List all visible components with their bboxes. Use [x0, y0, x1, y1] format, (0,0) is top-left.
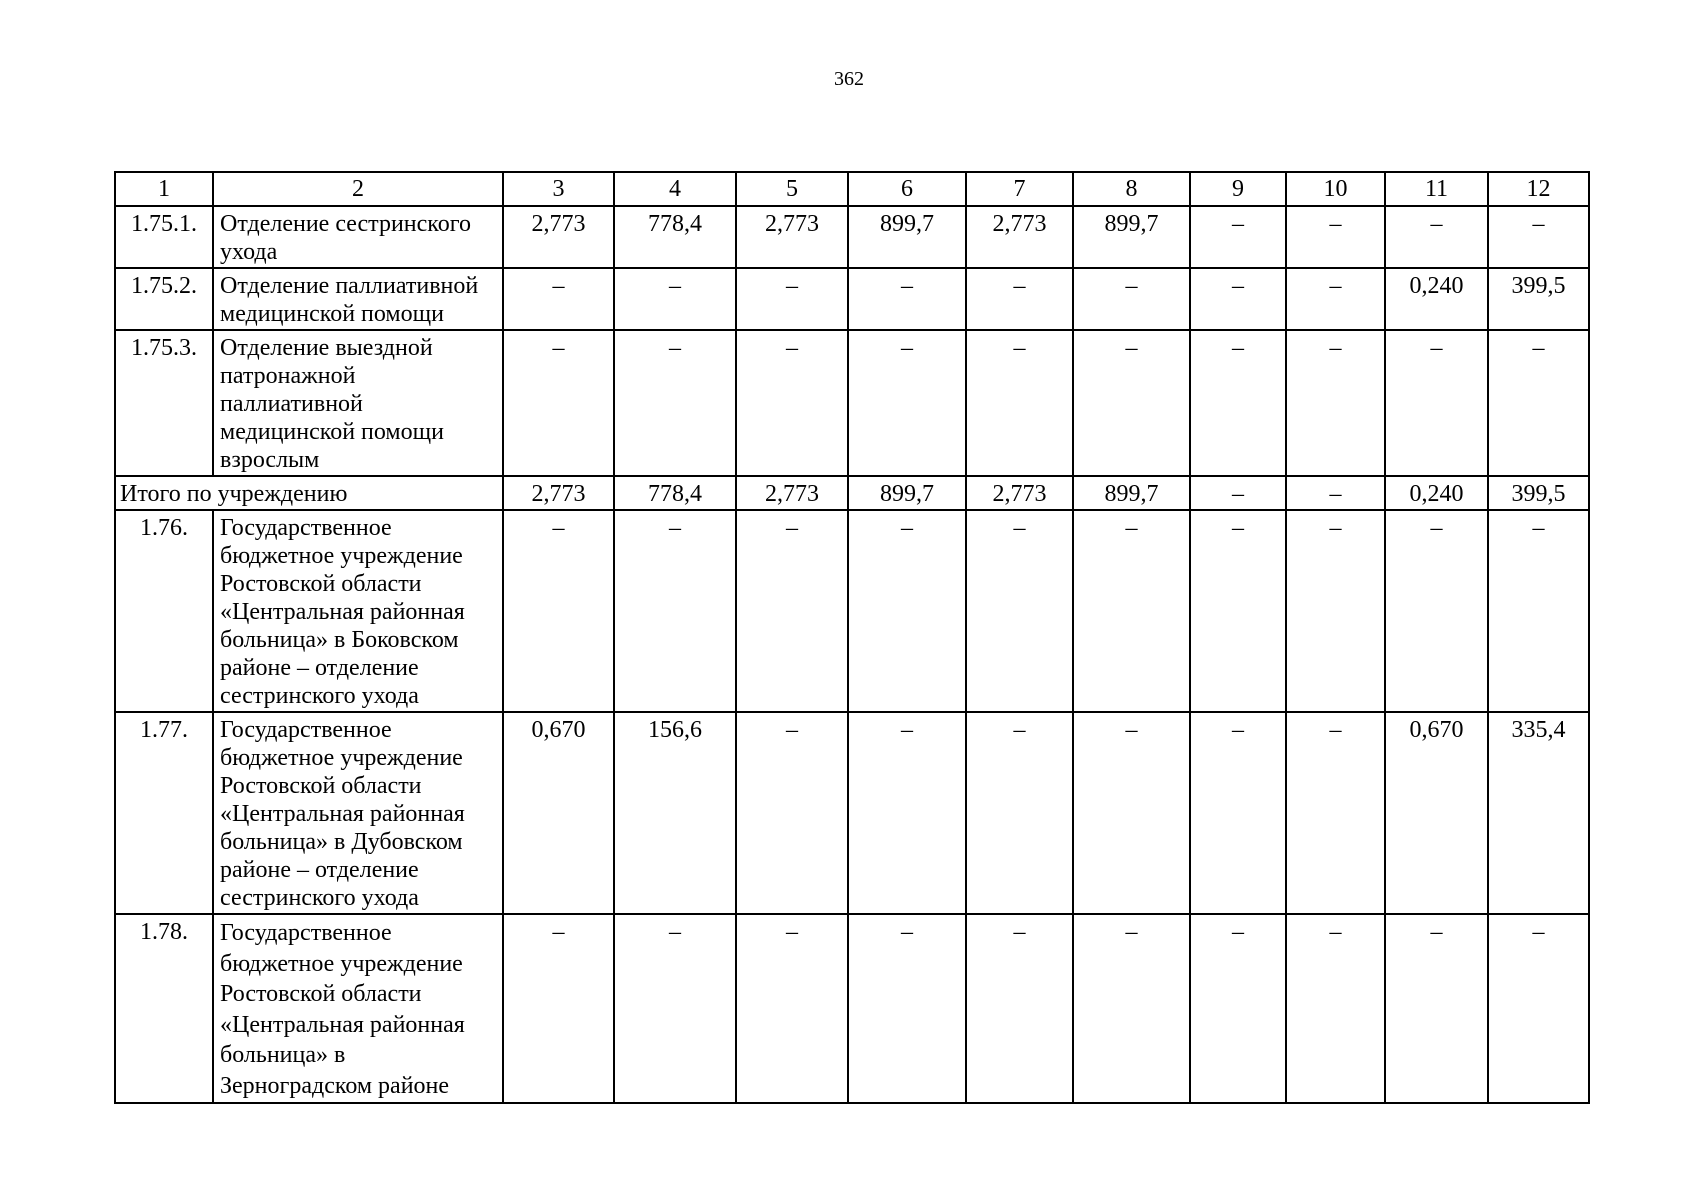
row-number: 1.76.: [115, 510, 213, 712]
cell-col-7: –: [966, 268, 1073, 330]
row-name: Отделение выездной патронажной паллиативной медицинской помощи взрослым: [213, 330, 503, 476]
cell-col-8: –: [1073, 510, 1190, 712]
cell-col-10: –: [1286, 206, 1385, 268]
cell-col-6: –: [848, 914, 966, 1103]
cell-col-12: –: [1488, 510, 1589, 712]
table-row: [115, 330, 1589, 476]
total-row: [115, 476, 1589, 510]
cell-col-4: 778,4: [614, 206, 736, 268]
cell-col-9: –: [1190, 206, 1286, 268]
cell-col-4: –: [614, 510, 736, 712]
table-row: [115, 268, 1589, 330]
row-number: 1.75.2.: [115, 268, 213, 330]
cell-col-12: –: [1488, 330, 1589, 476]
cell-col-12: –: [1488, 206, 1589, 268]
cell-col-6: –: [848, 712, 966, 914]
cell-col-7: –: [966, 510, 1073, 712]
cell-col-5: –: [736, 268, 848, 330]
cell-col-6: –: [848, 330, 966, 476]
cell-col-5: –: [736, 712, 848, 914]
cell-col-9: –: [1190, 914, 1286, 1103]
column-header-11: 11: [1385, 172, 1488, 206]
total-col-8: 899,7: [1073, 476, 1190, 510]
cell-col-6: 899,7: [848, 206, 966, 268]
row-number: 1.77.: [115, 712, 213, 914]
column-header-4: 4: [614, 172, 736, 206]
cell-col-7: –: [966, 914, 1073, 1103]
row-number: 1.78.: [115, 914, 213, 1103]
cell-col-6: –: [848, 510, 966, 712]
cell-col-3: 0,670: [503, 712, 614, 914]
cell-col-10: –: [1286, 268, 1385, 330]
column-header-6: 6: [848, 172, 966, 206]
column-header-5: 5: [736, 172, 848, 206]
cell-col-3: 2,773: [503, 206, 614, 268]
data-table: [114, 171, 1590, 1104]
header-row: [115, 172, 1589, 206]
total-col-6: 899,7: [848, 476, 966, 510]
cell-col-11: –: [1385, 914, 1488, 1103]
row-name: Государственное бюджетное учреждение Ростовской области «Центральная районная больница» в Зерноградском районе: [213, 914, 503, 1103]
column-header-7: 7: [966, 172, 1073, 206]
total-col-12: 399,5: [1488, 476, 1589, 510]
table-row: [115, 206, 1589, 268]
total-col-7: 2,773: [966, 476, 1073, 510]
column-header-2: 2: [213, 172, 503, 206]
total-col-11: 0,240: [1385, 476, 1488, 510]
cell-col-10: –: [1286, 914, 1385, 1103]
cell-col-11: 0,240: [1385, 268, 1488, 330]
total-col-5: 2,773: [736, 476, 848, 510]
cell-col-5: –: [736, 330, 848, 476]
cell-col-7: 2,773: [966, 206, 1073, 268]
total-col-9: –: [1190, 476, 1286, 510]
page-number: 362: [834, 68, 864, 90]
cell-col-11: –: [1385, 206, 1488, 268]
table-row: [115, 510, 1589, 712]
table-row: [115, 712, 1589, 914]
cell-col-3: –: [503, 268, 614, 330]
cell-col-8: –: [1073, 330, 1190, 476]
column-header-1: 1: [115, 172, 213, 206]
cell-col-5: 2,773: [736, 206, 848, 268]
cell-col-4: –: [614, 914, 736, 1103]
total-col-3: 2,773: [503, 476, 614, 510]
total-col-10: –: [1286, 476, 1385, 510]
cell-col-6: –: [848, 268, 966, 330]
cell-col-8: 899,7: [1073, 206, 1190, 268]
cell-col-7: –: [966, 712, 1073, 914]
cell-col-10: –: [1286, 510, 1385, 712]
column-header-8: 8: [1073, 172, 1190, 206]
table-row: [115, 914, 1589, 1103]
row-number: 1.75.3.: [115, 330, 213, 476]
cell-col-4: –: [614, 330, 736, 476]
column-header-3: 3: [503, 172, 614, 206]
cell-col-8: –: [1073, 712, 1190, 914]
cell-col-7: –: [966, 330, 1073, 476]
cell-col-10: –: [1286, 712, 1385, 914]
cell-col-11: –: [1385, 330, 1488, 476]
cell-col-3: –: [503, 510, 614, 712]
cell-col-3: –: [503, 330, 614, 476]
cell-col-4: 156,6: [614, 712, 736, 914]
cell-col-9: –: [1190, 268, 1286, 330]
cell-col-9: –: [1190, 330, 1286, 476]
row-name: Государственное бюджетное учреждение Ростовской области «Центральная районная больница» в Боковском районе – отделение сестринского ухода: [213, 510, 503, 712]
total-col-4: 778,4: [614, 476, 736, 510]
cell-col-12: –: [1488, 914, 1589, 1103]
column-header-12: 12: [1488, 172, 1589, 206]
row-number: 1.75.1.: [115, 206, 213, 268]
cell-col-9: –: [1190, 712, 1286, 914]
cell-col-5: –: [736, 510, 848, 712]
row-name: Государственное бюджетное учреждение Ростовской области «Центральная районная больница» в Дубовском районе – отделение сестринского ухода: [213, 712, 503, 914]
row-name: Отделение сестринского ухода: [213, 206, 503, 268]
column-header-10: 10: [1286, 172, 1385, 206]
cell-col-12: 335,4: [1488, 712, 1589, 914]
total-label: Итого по учреждению: [115, 476, 503, 510]
cell-col-12: 399,5: [1488, 268, 1589, 330]
cell-col-8: –: [1073, 914, 1190, 1103]
row-name: Отделение паллиативной медицинской помощи: [213, 268, 503, 330]
cell-col-11: –: [1385, 510, 1488, 712]
column-header-9: 9: [1190, 172, 1286, 206]
cell-col-11: 0,670: [1385, 712, 1488, 914]
cell-col-4: –: [614, 268, 736, 330]
cell-col-5: –: [736, 914, 848, 1103]
cell-col-10: –: [1286, 330, 1385, 476]
cell-col-3: –: [503, 914, 614, 1103]
cell-col-9: –: [1190, 510, 1286, 712]
cell-col-8: –: [1073, 268, 1190, 330]
